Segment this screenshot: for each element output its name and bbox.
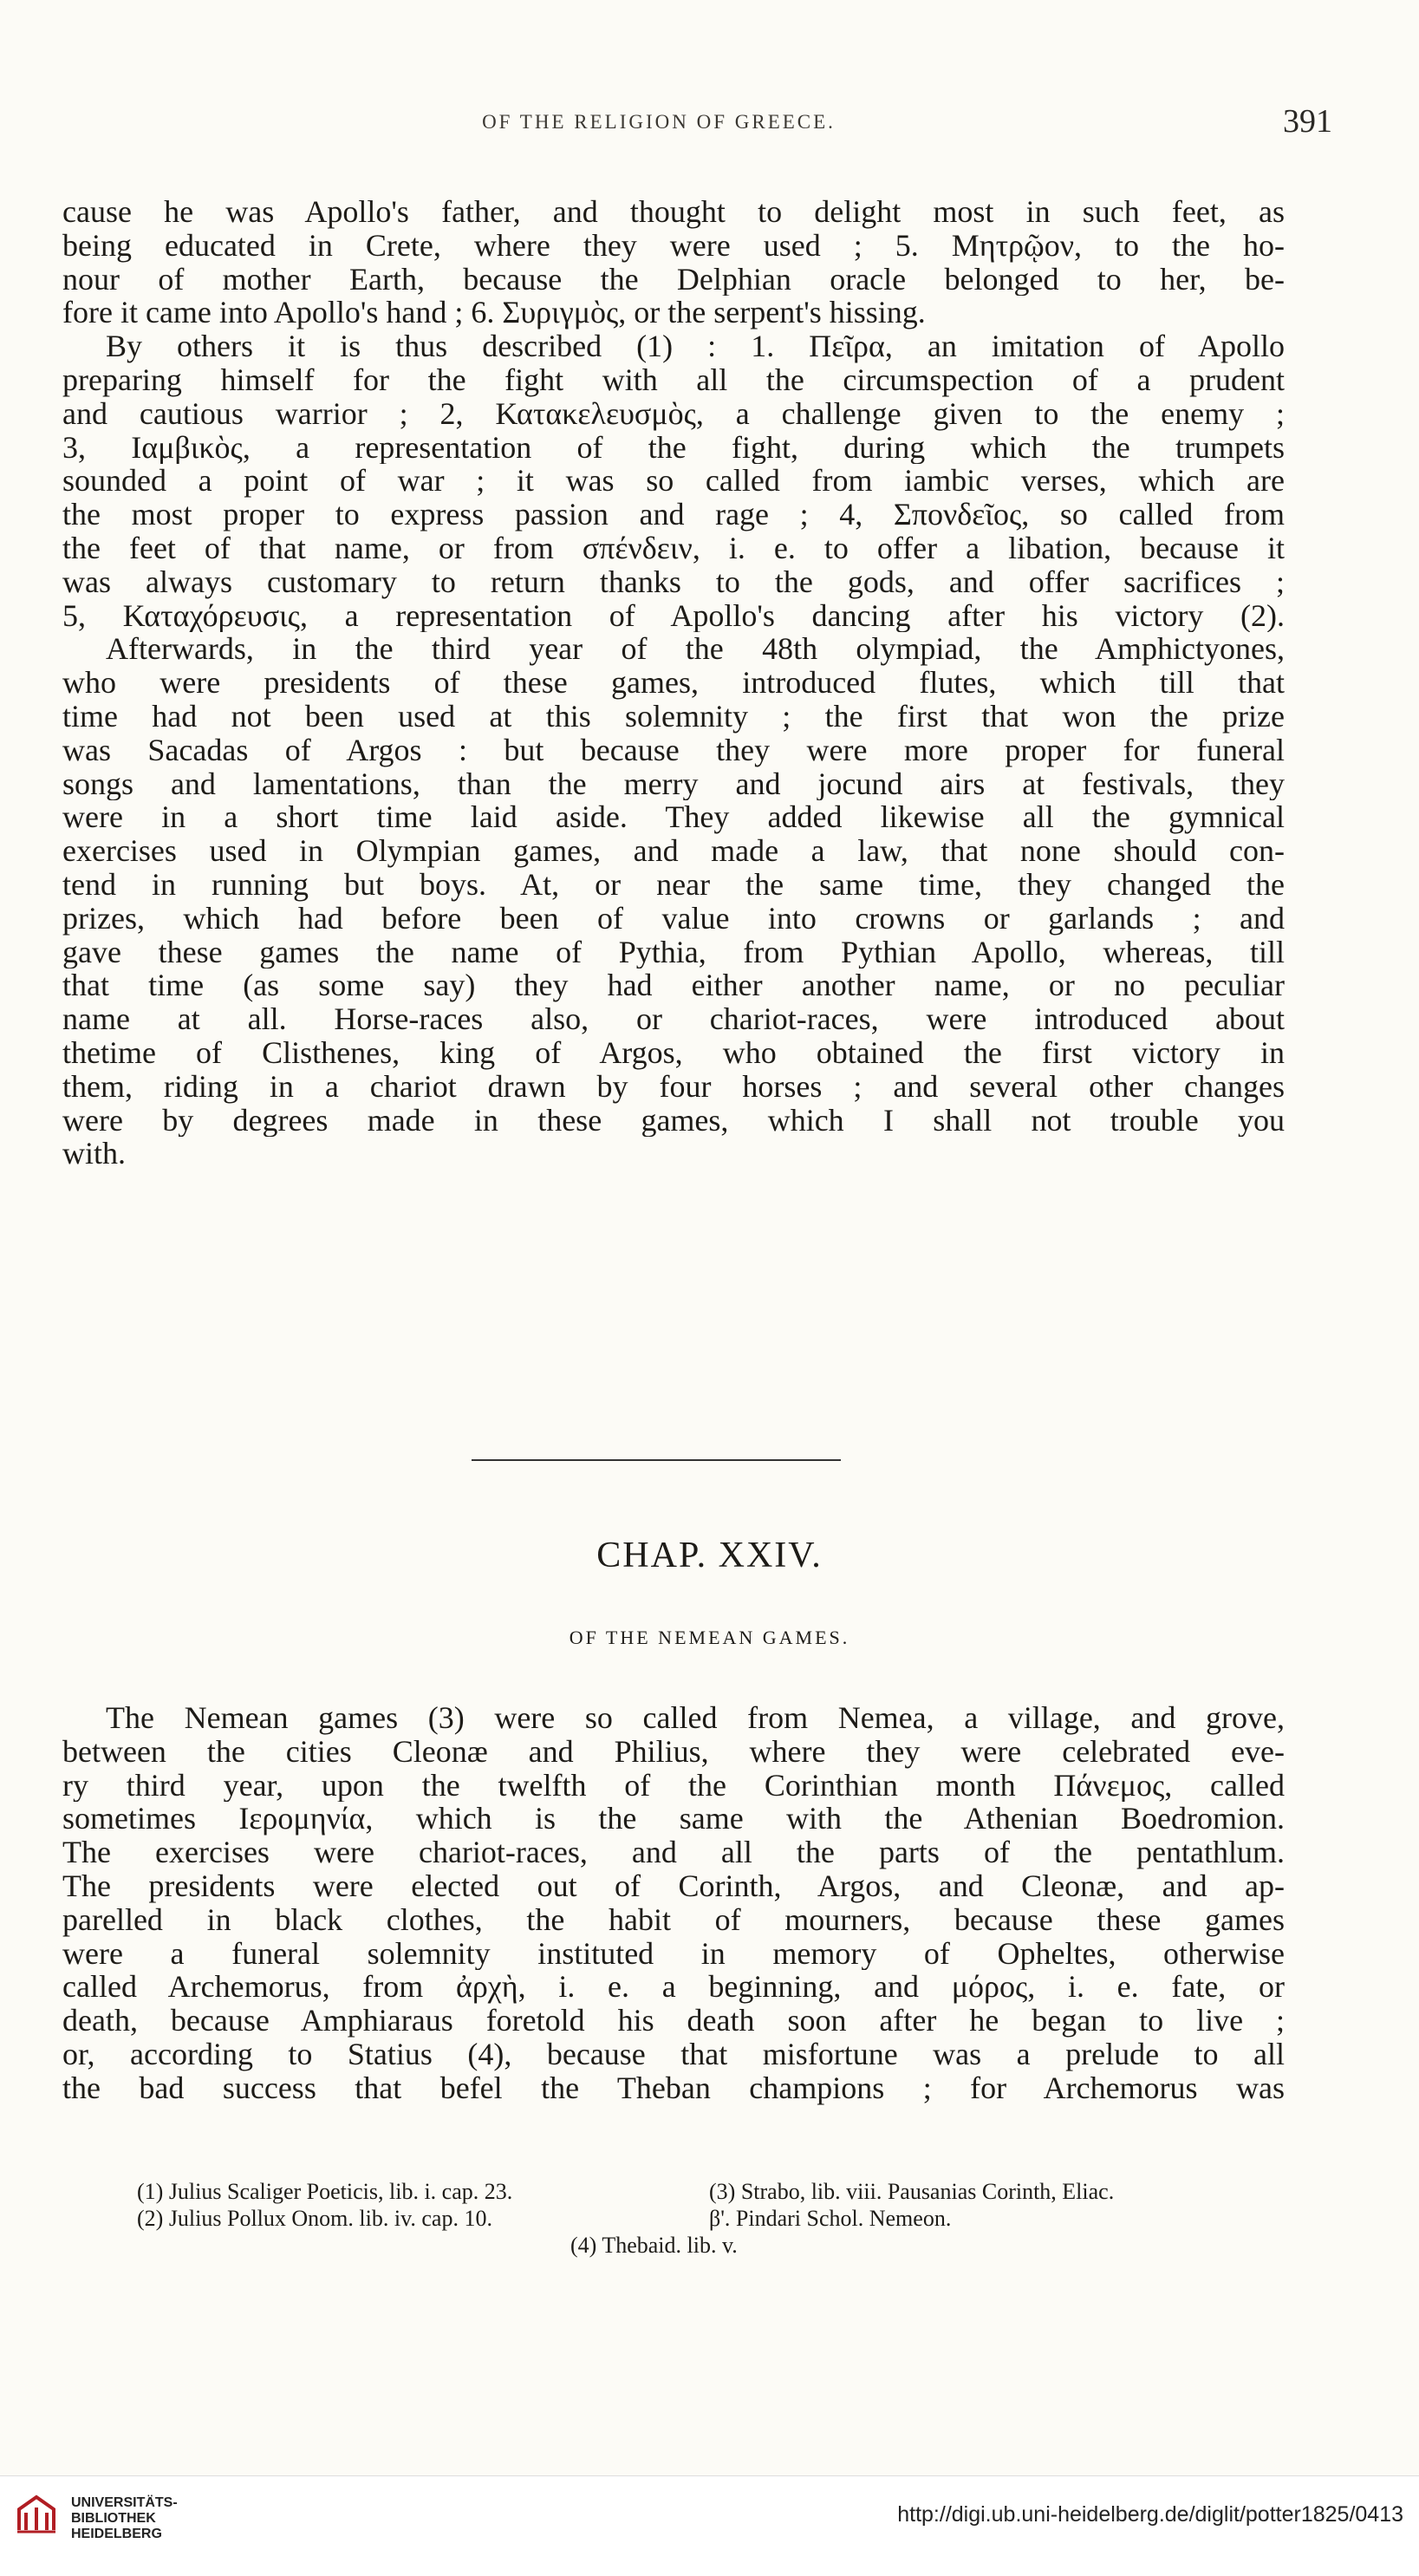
footnotes [137, 2178, 1281, 2259]
body-line: nour of mother Earth, because the Delphian oracle belonged to her, be- [62, 262, 1285, 297]
body-line: name at all. Horse-races also, or chariot-races, were introduced about [62, 1002, 1285, 1036]
chapter-line: sometimes Ιερομηνία, which is the same with the Athenian Boedromion. [62, 1802, 1285, 1836]
body-line: By others it is thus described (1) : 1. Πεῖρα, an imitation of Apollo [106, 329, 1285, 363]
footnote-3-continued: β'. Pindari Schol. Nemeon. [709, 2206, 952, 2231]
footnote-2: (2) Julius Pollux Onom. lib. iv. cap. 10. [137, 2206, 492, 2231]
body-line: sounded a point of war ; it was so called from iambic verses, which are [62, 464, 1285, 499]
body-line: them, riding in a chariot drawn by four horses ; and several other changes [62, 1069, 1285, 1104]
chapter-line: the bad success that befel the Theban champions ; for Archemorus was [62, 2071, 1285, 2105]
body-line: were in a short time laid aside. They added likewise all the gymnical [62, 800, 1285, 835]
page-number: 391 [1283, 103, 1332, 140]
chapter-line: between the cities Cleonæ and Philius, where they were celebrated eve- [62, 1734, 1285, 1769]
body-line: was Sacadas of Argos : but because they were more proper for funeral [62, 733, 1285, 767]
body-line: was always customary to return thanks to the gods, and offer sacrifices ; [62, 564, 1285, 599]
chapter-line: The Nemean games (3) were so called from Nemea, a village, and grove, [106, 1701, 1285, 1735]
body-line: preparing himself for the fight with all the circumspection of a prudent [62, 362, 1285, 397]
body-line: prizes, which had before been of value into crowns or garlands ; and [62, 901, 1285, 936]
body-line: were by degrees made in these games, which I shall not trouble you [62, 1103, 1285, 1138]
chapter-line: parelled in black clothes, the habit of mourners, because these games [62, 1902, 1285, 1937]
body-line: fore it came into Apollo's hand ; 6. Συριγμὸς, or the serpent's hissing. [62, 296, 926, 330]
university-library-logo-icon [14, 2492, 59, 2537]
chapter-subtitle: OF THE NEMEAN GAMES. [569, 1627, 850, 1648]
body-line: who were presidents of these games, introduced flutes, which till that [62, 666, 1285, 700]
library-name-line-3: HEIDELBERG [71, 2527, 162, 2541]
chapter-title: CHAP. XXIV. [596, 1536, 823, 1575]
source-url[interactable]: http://digi.ub.uni-heidelberg.de/diglit/potter1825/0413 [897, 2502, 1403, 2527]
body-line: the feet of that name, or from σπένδειν, i. e. to offer a libation, because it [62, 531, 1285, 565]
chapter-line: called Archemorus, from ἀρχὴ, i. e. a beginning, and μόρος, i. e. fate, or [62, 1970, 1285, 2005]
footnote-1: (1) Julius Scaliger Poeticis, lib. i. cap. 23. [137, 2179, 513, 2204]
body-line: being educated in Crete, where they were used ; 5. Μητρῷον, to the ho- [62, 228, 1285, 263]
body-line: that time (as some say) they had either another name, or no peculiar [62, 968, 1285, 1003]
body-line: with. [62, 1137, 127, 1171]
body-line: songs and lamentations, than the merry and jocund airs at festivals, they [62, 766, 1285, 801]
library-name-line-1: UNIVERSITÄTS- [71, 2495, 178, 2510]
chapter-divider [472, 1459, 841, 1461]
chapter-line: The presidents were elected out of Corinth, Argos, and Cleonæ, and ap- [62, 1868, 1285, 1903]
chapter-line: ry third year, upon the twelfth of the Corinthian month Πάνεμος, called [62, 1768, 1285, 1803]
body-line: the most proper to express passion and rage ; 4, Σπονδεῖος, so called from [62, 498, 1285, 532]
body-paragraphs [62, 195, 1285, 1171]
library-name-line-2: BIBLIOTHEK [71, 2511, 156, 2526]
body-line: Afterwards, in the third year of the 48th olympiad, the Amphictyones, [106, 632, 1285, 667]
body-line: gave these games the name of Pythia, from Pythian Apollo, whereas, till [62, 935, 1285, 969]
chapter-line: were a funeral solemnity instituted in memory of Opheltes, otherwise [62, 1936, 1285, 1971]
footnote-3: (3) Strabo, lib. viii. Pausanias Corinth, Eliac. [709, 2179, 1115, 2204]
body-line: cause he was Apollo's father, and thought to delight most in such feet, as [62, 195, 1285, 229]
footnote-4: (4) Thebaid. lib. v. [570, 2233, 738, 2258]
library-name [71, 2495, 178, 2542]
body-line: thetime of Clisthenes, king of Argos, who obtained the first victory in [62, 1035, 1285, 1070]
body-line: exercises used in Olympian games, and made a law, that none should con- [62, 834, 1285, 868]
body-line: 5, Καταχόρευσις, a representation of Apollo's dancing after his victory (2). [62, 598, 1285, 633]
chapter-paragraph [62, 1701, 1285, 2105]
chapter-line: or, according to Statius (4), because that misfortune was a prelude to all [62, 2037, 1285, 2071]
body-line: time had not been used at this solemnity ; the first that won the prize [62, 699, 1285, 734]
chapter-line: The exercises were chariot-races, and all the parts of the pentathlum. [62, 1836, 1285, 1869]
running-title: OF THE RELIGION OF GREECE. [482, 111, 836, 133]
body-line: tend in running but boys. At, or near the same time, they changed the [62, 867, 1285, 902]
body-line: 3, Ιαμβικὸς, a representation of the fight, during which the trumpets [62, 430, 1285, 465]
chapter-line: death, because Amphiaraus foretold his death soon after he began to live ; [62, 2004, 1285, 2038]
body-line: and cautious warrior ; 2, Κατακελευσμὸς, a challenge given to the enemy ; [62, 396, 1285, 431]
